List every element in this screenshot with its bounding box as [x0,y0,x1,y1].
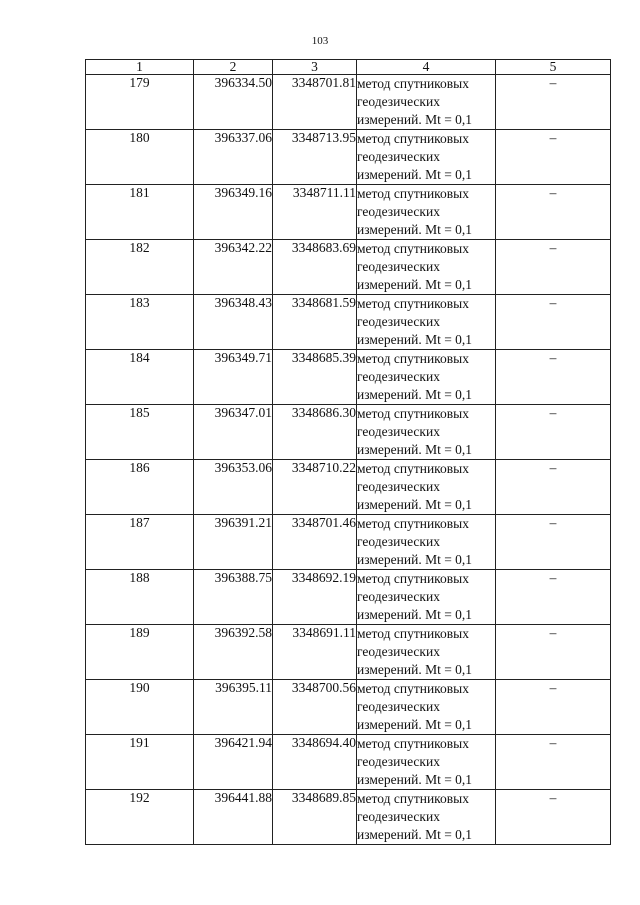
method-line: метод спутниковых [357,351,469,366]
column-header-2: 2 [194,60,273,75]
table-row [86,295,611,350]
column-header-5: 5 [496,60,611,75]
method-line: метод спутниковых [357,626,469,641]
method-line: метод спутниковых [357,736,469,751]
point-number: 189 [86,625,194,680]
table-row [86,790,611,845]
coordinate-y: 3348691.11 [273,625,357,680]
method-description [357,295,496,350]
coordinate-x: 396353.06 [194,460,273,515]
point-number: 192 [86,790,194,845]
note-dash: – [496,405,611,460]
method-line: измерений. Mt = 0,1 [357,607,473,622]
method-line: геодезических [357,809,440,824]
table-row [86,185,611,240]
point-number: 183 [86,295,194,350]
coordinate-x: 396347.01 [194,405,273,460]
coordinate-y: 3348694.40 [273,735,357,790]
method-line: измерений. Mt = 0,1 [357,497,473,512]
method-description [357,790,496,845]
note-dash: – [496,75,611,130]
point-number: 191 [86,735,194,790]
method-line: метод спутниковых [357,76,469,91]
coordinate-x: 396392.58 [194,625,273,680]
method-line: измерений. Mt = 0,1 [357,717,473,732]
method-line: измерений. Mt = 0,1 [357,332,473,347]
coordinates-table [85,59,611,845]
method-line: измерений. Mt = 0,1 [357,387,473,402]
method-line: геодезических [357,314,440,329]
method-line: измерений. Mt = 0,1 [357,662,473,677]
coordinate-y: 3348701.46 [273,515,357,570]
coordinate-x: 396421.94 [194,735,273,790]
coordinate-x: 396349.16 [194,185,273,240]
table-row [86,405,611,460]
note-dash: – [496,680,611,735]
coordinate-x: 396388.75 [194,570,273,625]
coordinate-x: 396334.50 [194,75,273,130]
method-description [357,185,496,240]
method-line: метод спутниковых [357,241,469,256]
point-number: 184 [86,350,194,405]
note-dash: – [496,130,611,185]
note-dash: – [496,790,611,845]
table-header-row [86,60,611,75]
table-row [86,570,611,625]
coordinate-x: 396342.22 [194,240,273,295]
method-line: геодезических [357,644,440,659]
note-dash: – [496,625,611,680]
coordinate-y: 3348711.11 [273,185,357,240]
note-dash: – [496,295,611,350]
table-row [86,680,611,735]
point-number: 182 [86,240,194,295]
column-header-3: 3 [273,60,357,75]
method-description [357,735,496,790]
method-line: метод спутниковых [357,516,469,531]
method-line: геодезических [357,479,440,494]
coordinate-y: 3348683.69 [273,240,357,295]
method-description [357,570,496,625]
coordinate-y: 3348685.39 [273,350,357,405]
coordinate-x: 396348.43 [194,295,273,350]
coordinate-y: 3348701.81 [273,75,357,130]
table-row [86,460,611,515]
point-number: 188 [86,570,194,625]
coordinate-x: 396391.21 [194,515,273,570]
coordinate-y: 3348710.22 [273,460,357,515]
coordinate-y: 3348681.59 [273,295,357,350]
table-row [86,735,611,790]
note-dash: – [496,460,611,515]
method-line: метод спутниковых [357,186,469,201]
method-description [357,460,496,515]
method-line: измерений. Mt = 0,1 [357,222,473,237]
method-description [357,350,496,405]
method-line: измерений. Mt = 0,1 [357,772,473,787]
coordinate-y: 3348686.30 [273,405,357,460]
method-line: геодезических [357,149,440,164]
method-line: метод спутниковых [357,791,469,806]
method-line: измерений. Mt = 0,1 [357,277,473,292]
method-line: измерений. Mt = 0,1 [357,827,473,842]
note-dash: – [496,735,611,790]
method-line: геодезических [357,754,440,769]
method-line: геодезических [357,534,440,549]
method-line: геодезических [357,589,440,604]
method-line: метод спутниковых [357,406,469,421]
method-description [357,625,496,680]
coordinate-x: 396337.06 [194,130,273,185]
coordinate-x: 396395.11 [194,680,273,735]
coordinate-y: 3348692.19 [273,570,357,625]
method-line: метод спутниковых [357,681,469,696]
point-number: 186 [86,460,194,515]
coordinate-x: 396349.71 [194,350,273,405]
method-description [357,75,496,130]
point-number: 185 [86,405,194,460]
coordinate-y: 3348689.85 [273,790,357,845]
note-dash: – [496,350,611,405]
coordinate-y: 3348700.56 [273,680,357,735]
method-description [357,405,496,460]
table-row [86,240,611,295]
method-line: измерений. Mt = 0,1 [357,442,473,457]
note-dash: – [496,185,611,240]
method-line: метод спутниковых [357,296,469,311]
method-line: геодезических [357,424,440,439]
table-row [86,350,611,405]
point-number: 181 [86,185,194,240]
note-dash: – [496,240,611,295]
table-row [86,625,611,680]
method-line: измерений. Mt = 0,1 [357,112,473,127]
table-row [86,130,611,185]
note-dash: – [496,570,611,625]
method-line: метод спутниковых [357,131,469,146]
method-line: метод спутниковых [357,571,469,586]
table-row [86,75,611,130]
method-description [357,515,496,570]
coordinate-y: 3348713.95 [273,130,357,185]
method-line: геодезических [357,259,440,274]
point-number: 187 [86,515,194,570]
table-row [86,515,611,570]
method-description [357,130,496,185]
column-header-4: 4 [357,60,496,75]
method-line: геодезических [357,204,440,219]
method-line: геодезических [357,94,440,109]
method-description [357,240,496,295]
method-line: метод спутниковых [357,461,469,476]
point-number: 180 [86,130,194,185]
table-body [86,75,611,845]
point-number: 179 [86,75,194,130]
page-number: 103 [311,35,329,47]
column-header-1: 1 [86,60,194,75]
method-description [357,680,496,735]
method-line: геодезических [357,699,440,714]
method-line: измерений. Mt = 0,1 [357,167,473,182]
coordinate-x: 396441.88 [194,790,273,845]
note-dash: – [496,515,611,570]
method-line: измерений. Mt = 0,1 [357,552,473,567]
method-line: геодезических [357,369,440,384]
point-number: 190 [86,680,194,735]
